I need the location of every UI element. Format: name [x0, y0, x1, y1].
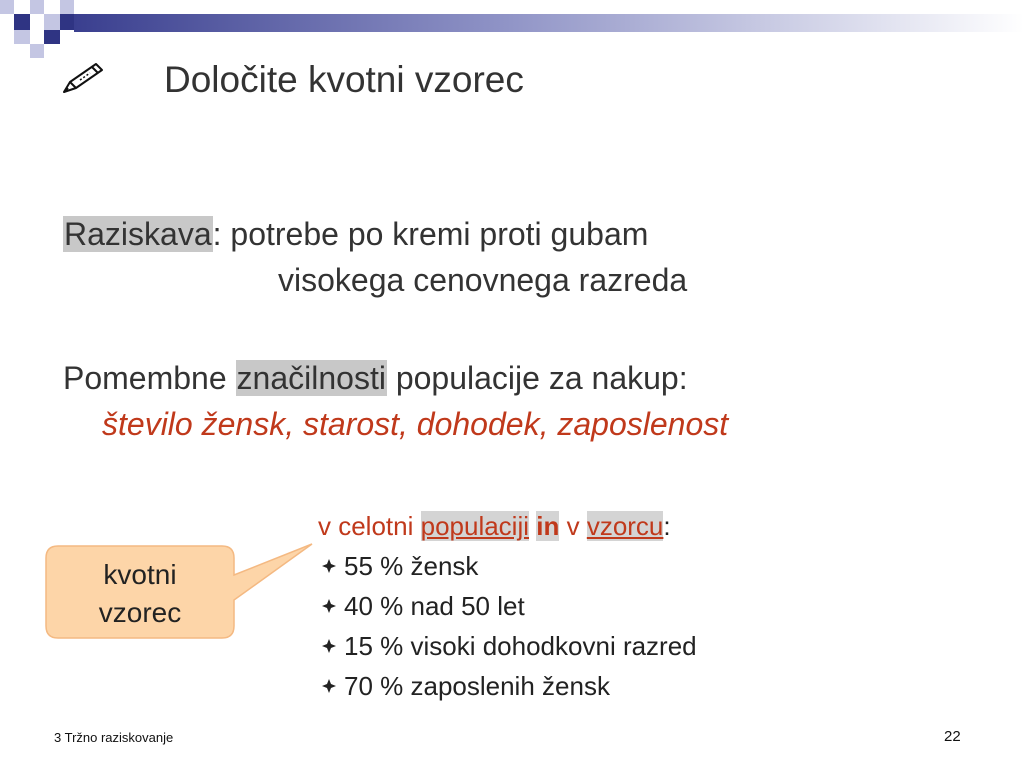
list-item-text: 55 % žensk: [344, 551, 479, 581]
research-text: : potrebe po kremi proti gubam: [212, 216, 649, 252]
quota-header: [318, 506, 697, 546]
research-label: Raziskava: [64, 216, 212, 252]
callout-line-2: vzorec: [98, 597, 182, 628]
population-pre: Pomembne: [63, 360, 236, 396]
quota-header-v: v: [559, 511, 587, 541]
population-post: populacije za nakup:: [386, 360, 688, 396]
quota-header-colon: :: [663, 511, 671, 541]
slide-title: Določite kvotni vzorec: [164, 59, 524, 100]
population-keyword: značilnosti: [236, 360, 386, 396]
quota-header-population: populaciji: [420, 511, 530, 541]
quota-list: [318, 506, 697, 706]
diamond-bullet-icon: [322, 599, 336, 613]
research-line-2: visokega cenovnega razreda: [278, 262, 688, 298]
quota-header-sample: vzorcu: [586, 511, 664, 541]
list-item: [318, 626, 697, 666]
list-item: [318, 586, 697, 626]
footer-text: 3 Tržno raziskovanje: [54, 730, 174, 745]
population-characteristics: število žensk, starost, dohodek, zaposlenost: [102, 406, 729, 442]
page-number: 22: [944, 728, 961, 745]
list-item: [318, 546, 697, 586]
list-item: [318, 666, 697, 706]
diamond-bullet-icon: [322, 679, 336, 693]
callout-label: [46, 556, 234, 632]
quota-header-pre: v celotni: [318, 511, 421, 541]
list-item-text: 70 % zaposlenih žensk: [344, 671, 610, 701]
quota-header-in: in: [536, 511, 560, 541]
callout-line-1: kvotni: [103, 559, 177, 590]
list-item-text: 15 % visoki dohodkovni razred: [344, 631, 697, 661]
list-item-text: 40 % nad 50 let: [344, 591, 525, 621]
diamond-bullet-icon: [322, 559, 336, 573]
diamond-bullet-icon: [322, 639, 336, 653]
